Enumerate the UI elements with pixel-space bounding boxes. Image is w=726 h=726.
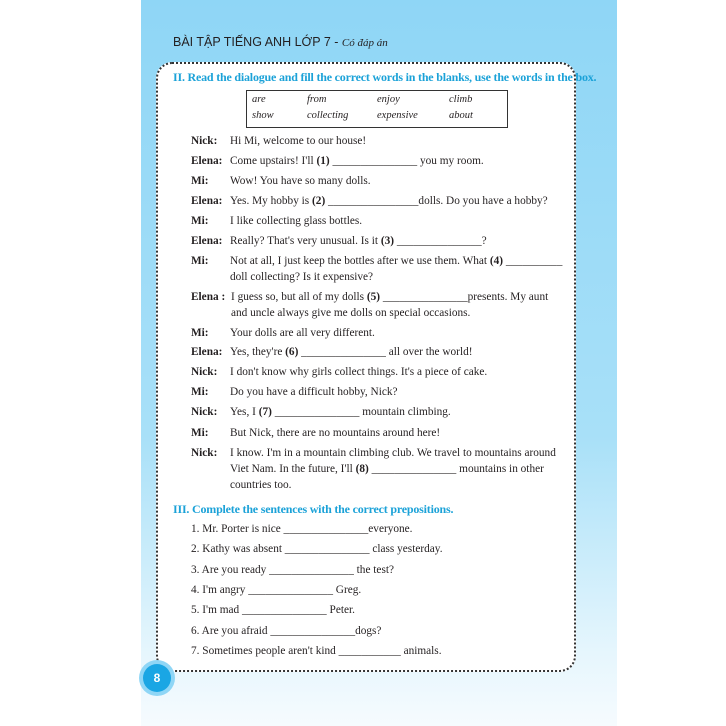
dialogue-line [230, 447, 556, 459]
dialogue-line [230, 327, 375, 339]
speaker: Nick: [191, 366, 218, 378]
speaker: Mi: [191, 327, 209, 339]
word-option: collecting [307, 110, 349, 121]
line-text: Yes, I [230, 406, 259, 418]
book-header [173, 35, 388, 49]
dialogue-line [230, 135, 366, 147]
dialogue-line [230, 195, 548, 207]
line-text: _______________ mountains in other [368, 463, 544, 475]
section-3-title: III. Complete the sentences with the correct prepositions. [173, 502, 454, 516]
line-text: _______________ mountain climbing. [271, 406, 451, 418]
line-text: I don't know why girls collect things. It's a piece of cake. [230, 366, 488, 378]
speaker: Nick: [191, 447, 218, 459]
word-box [246, 90, 508, 128]
word-option: show [252, 110, 274, 121]
dialogue-line [230, 427, 440, 439]
speaker: Mi: [191, 255, 209, 267]
word-option: are [252, 94, 266, 105]
speaker: Mi: [191, 386, 209, 398]
line-text: countries too. [230, 479, 292, 491]
blank-number: (3) [380, 235, 395, 247]
line-text: __________ [503, 255, 563, 267]
book-title: BÀI TẬP TIẾNG ANH LỚP 7 - [173, 35, 342, 49]
dialogue-line [230, 255, 562, 267]
dialogue-line [231, 291, 548, 303]
line-text: Really? That's very unusual. Is it [230, 235, 381, 247]
word-option: from [307, 94, 327, 105]
sentence-item: 5. I'm mad _______________ Peter. [191, 604, 355, 617]
word-option: about [449, 110, 473, 121]
book-subtitle: Có đáp án [341, 37, 388, 49]
dialogue-line [230, 271, 373, 283]
speaker: Mi: [191, 175, 209, 187]
line-text: I like collecting glass bottles. [230, 215, 363, 227]
line-text: Viet Nam. In the future, I'll [230, 463, 356, 475]
blank-number: (8) [355, 463, 369, 475]
dialogue-line [230, 366, 487, 378]
sentence-item: 7. Sometimes people aren't kind ___________ animals. [191, 644, 442, 657]
line-text: _______________presents. My aunt [380, 291, 549, 303]
blank-number: (1) [316, 155, 330, 167]
word-option: climb [449, 94, 473, 105]
line-text: Yes. My hobby is [230, 195, 313, 207]
word-option: expensive [377, 110, 418, 121]
section-2-title: II. Read the dialogue and fill the correct words in the blanks, use the words in the box. [173, 70, 597, 84]
line-text: doll collecting? Is it expensive? [230, 271, 374, 283]
blank-number: (2) [312, 195, 326, 207]
dialogue-line [230, 215, 362, 227]
blank-number: (4) [489, 255, 504, 267]
speaker: Elena: [191, 346, 223, 358]
speaker: Nick: [191, 406, 218, 418]
sentence-item: 6. Are you afraid _______________dogs? [191, 624, 382, 637]
sentence-item: 2. Kathy was absent _______________ class yesterday. [191, 543, 443, 556]
sentence-item: 3. Are you ready _______________ the test? [191, 563, 394, 576]
line-text: I know. I'm in a mountain climbing club. We travel to mountains around [230, 447, 556, 459]
blank-number: (7) [258, 406, 272, 418]
line-text: Not at all, I just keep the bottles after we use them. What [230, 255, 490, 267]
speaker: Mi: [191, 427, 209, 439]
speaker: Mi: [191, 215, 209, 227]
speaker: Elena: [191, 195, 223, 207]
line-text: I guess so, but all of my dolls [231, 291, 367, 303]
dialogue-line [230, 175, 371, 187]
line-text: But Nick, there are no mountains around here! [230, 427, 441, 439]
sentence-item: 4. I'm angry _______________ Greg. [191, 583, 362, 596]
line-text: _______________ all over the world! [298, 346, 473, 358]
dialogue-line [230, 463, 544, 475]
speaker: Elena: [191, 155, 223, 167]
page-number: 8 [143, 664, 171, 692]
dialogue-line [231, 307, 470, 319]
sentence-item: 1. Mr. Porter is nice _______________everyone. [191, 523, 413, 535]
dialogue-line [230, 346, 473, 358]
dialogue-line [230, 386, 398, 398]
dialogue-line [230, 479, 292, 491]
line-text: Your dolls are all very different. [230, 327, 375, 339]
word-option: enjoy [377, 94, 400, 105]
line-text: and uncle always give me dolls on special occasions. [231, 307, 471, 319]
speaker: Elena : [191, 291, 226, 303]
dialogue-line [230, 406, 451, 418]
dialogue-line [230, 235, 487, 247]
line-text: Wow! You have so many dolls. [230, 175, 371, 187]
speaker: Nick: [191, 135, 218, 147]
line-text: Hi Mi, welcome to our house! [230, 135, 367, 147]
line-text: _______________ you my room. [329, 155, 484, 167]
blank-number: (6) [285, 346, 299, 358]
speaker: Elena: [191, 235, 223, 247]
line-text: Do you have a difficult hobby, Nick? [230, 386, 398, 398]
dialogue-line [230, 155, 484, 167]
line-text: _______________? [394, 235, 487, 247]
line-text: ________________dolls. Do you have a hobby? [325, 195, 548, 207]
line-text: Come upstairs! I'll [230, 155, 317, 167]
blank-number: (5) [366, 291, 381, 303]
line-text: Yes, they're [230, 346, 286, 358]
